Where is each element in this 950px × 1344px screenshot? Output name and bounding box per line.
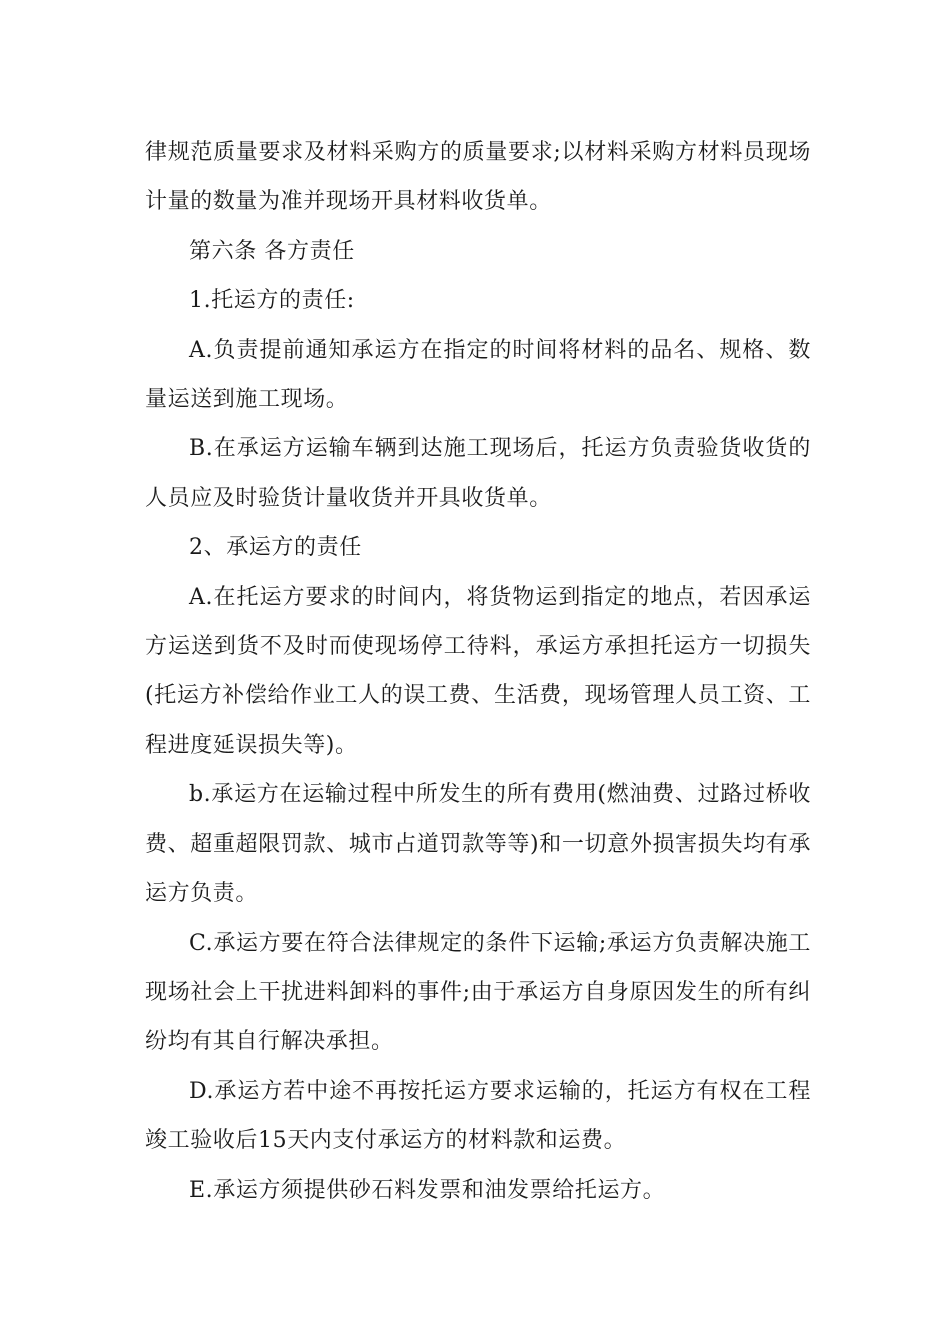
paragraph-carrier-a: A.在托运方要求的时间内，将货物运到指定的地点，若因承运方运送到货不及时而使现场停工待料，承运方承担托运方一切损失(托运方补偿给作业工人的误工费、生活费，现场管理人员工资、工程进度延误损失等)。 (145, 584, 811, 758)
paragraph-shipper-b: B.在承运方运输车辆到达施工现场后，托运方负责验货收货的人员应及时验货计量收货并开具收货单。 (145, 436, 811, 511)
paragraph-shipper-a: A.负责提前通知承运方在指定的时间将材料的品名、规格、数量运送到施工现场。 (145, 337, 811, 413)
paragraph-carrier-d: D.承运方若中途不再按托运方要求运输的，托运方有权在工程竣工验收后15天内支付承运方的材料款和运费。 (145, 1078, 811, 1154)
paragraph-carrier-b: b.承运方在运输过程中所发生的所有费用(燃油费、过路过桥收费、超重超限罚款、城市占道罚款等等)和一切意外损害损失均有承运方负责。 (145, 782, 811, 907)
paragraph-continuation: 律规范质量要求及材料采购方的质量要求;以材料采购方材料员现场计量的数量为准并现场开具材料收货单。 (145, 140, 811, 215)
document-body (145, 128, 811, 1215)
section-heading-article-6: 第六条 各方责任 (189, 238, 355, 264)
subheading-shipper-responsibility: 1.托运方的责任: (189, 288, 355, 314)
subheading-carrier-responsibility: 2、承运方的责任 (189, 535, 362, 561)
paragraph-carrier-c: C.承运方要在符合法律规定的条件下运输;承运方负责解决施工现场社会上干扰进料卸料的事件;由于承运方自身原因发生的所有纠纷均有其自行解决承担。 (145, 930, 811, 1055)
paragraph-carrier-e: E.承运方须提供砂石料发票和油发票给托运方。 (189, 1177, 666, 1203)
